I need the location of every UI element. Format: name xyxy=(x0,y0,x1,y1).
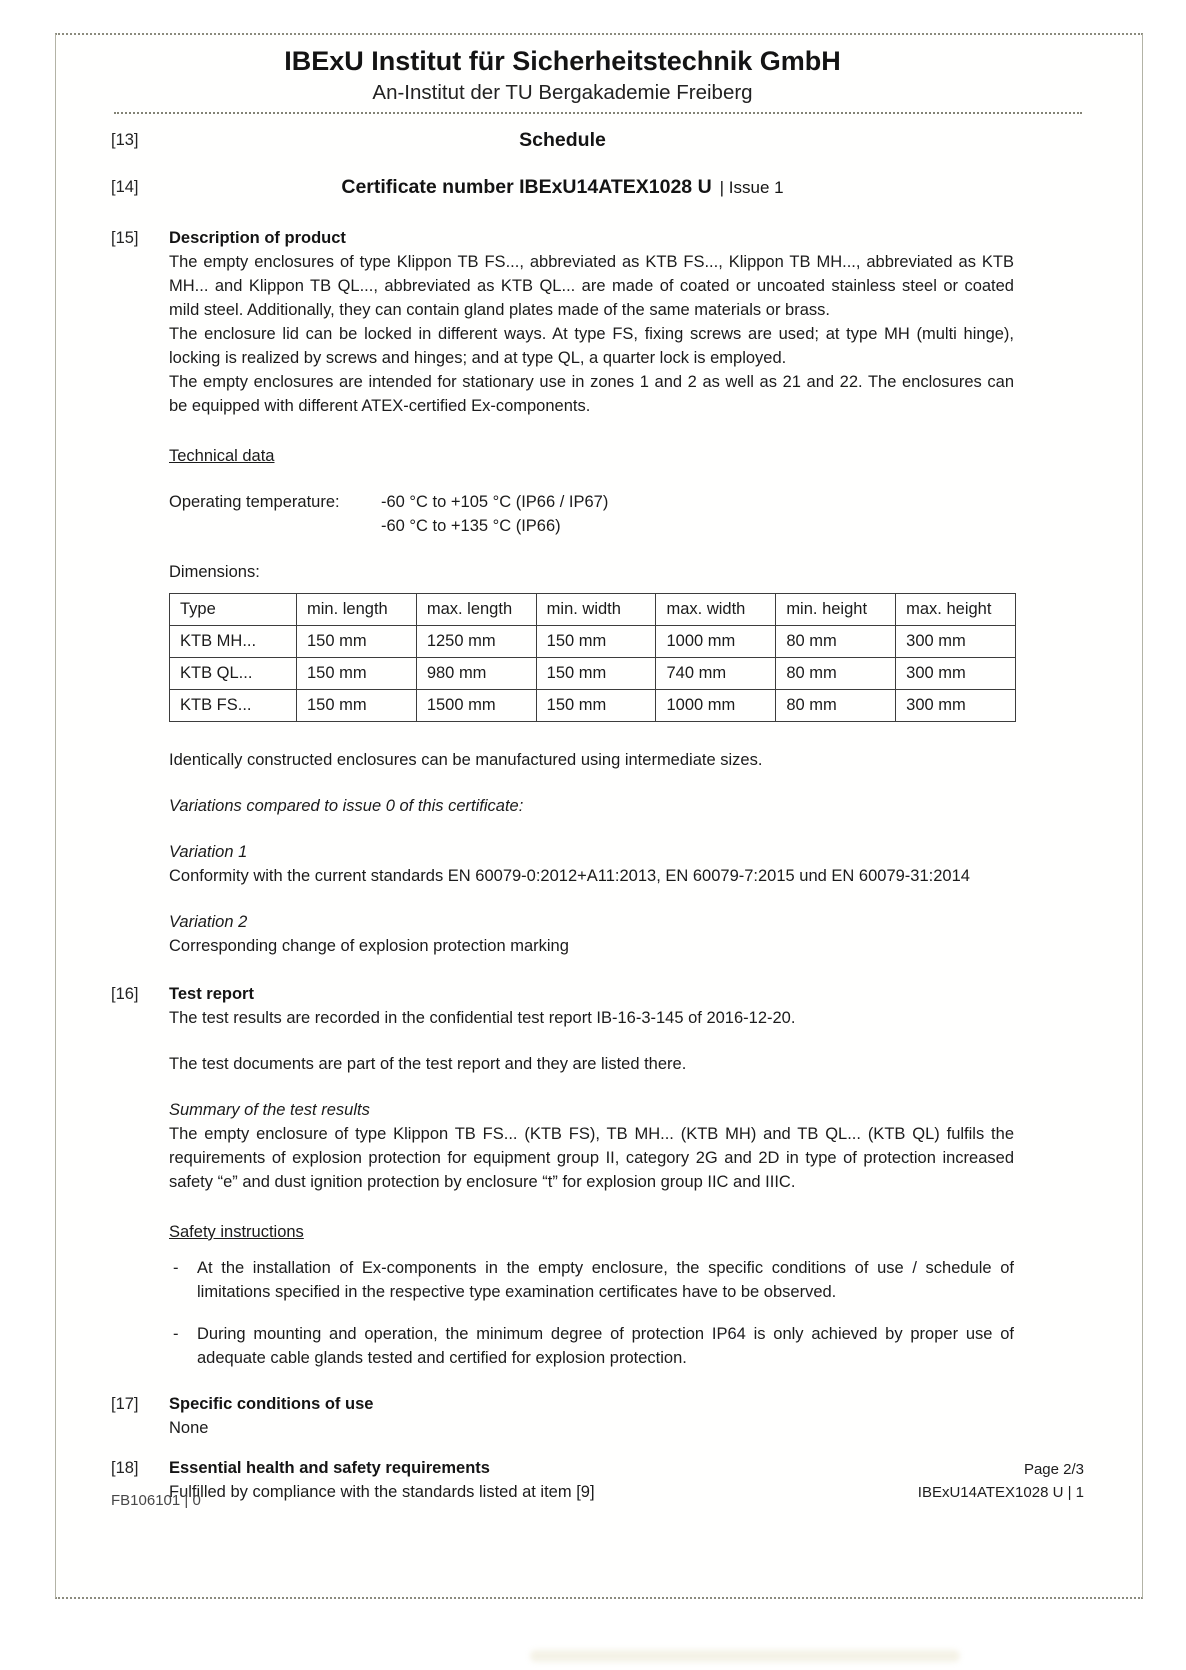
table-cell: 80 mm xyxy=(776,626,896,658)
certificate-reference: IBExU14ATEX1028 U | 1 xyxy=(917,1484,1084,1501)
test-report-heading: Test report xyxy=(169,985,254,1003)
safety-bullet-text: At the installation of Ex-components in the empty enclosure, the specific conditions of use / schedule of limitations specified in the respective type examination certificates have to be observed. xyxy=(197,1259,1014,1301)
table-cell: 1250 mm xyxy=(416,626,536,658)
table-cell: 80 mm xyxy=(776,690,896,722)
operating-temperature xyxy=(169,490,1014,538)
table-cell: 1000 mm xyxy=(656,626,776,658)
table-row xyxy=(170,690,1016,722)
specific-conditions-text: None xyxy=(169,1419,209,1437)
description-paragraph-3: The empty enclosures are intended for stationary use in zones 1 and 2 as well as 21 and 22. The enclosures can be equipped with different ATEX-certified Ex-components. xyxy=(169,373,1014,415)
institute-title: IBExU Institut für Sicherheitstechnik GmbH xyxy=(284,46,841,76)
section-description xyxy=(111,226,1014,958)
table-cell: 300 mm xyxy=(896,658,1016,690)
table-header-cell: max. length xyxy=(416,594,536,626)
variation-1-text: Conformity with the current standards EN 60079-0:2012+A11:2013, EN 60079-7:2015 und EN 60079-31:2014 xyxy=(169,867,970,885)
table-cell: 300 mm xyxy=(896,690,1016,722)
item-number: [13] xyxy=(111,131,139,149)
bullet-dash: - xyxy=(173,1259,179,1277)
technical-data-heading: Technical data xyxy=(169,447,275,465)
form-number: FB106101 | 0 xyxy=(111,1492,201,1509)
table-cell: 150 mm xyxy=(297,690,417,722)
table-cell: 1500 mm xyxy=(416,690,536,722)
scan-smudge-artifact xyxy=(530,1650,960,1662)
item-number: [14] xyxy=(111,178,139,196)
table-row xyxy=(170,626,1016,658)
intermediate-sizes-note: Identically constructed enclosures can be manufactured using intermediate sizes. xyxy=(169,751,763,769)
safety-instructions-heading: Safety instructions xyxy=(169,1223,304,1241)
table-cell: KTB MH... xyxy=(170,626,297,658)
table-cell: 980 mm xyxy=(416,658,536,690)
table-header-cell: min. height xyxy=(776,594,896,626)
table-cell: KTB QL... xyxy=(170,658,297,690)
dimensions-label: Dimensions: xyxy=(169,563,260,581)
schedule-title: Schedule xyxy=(519,129,606,151)
institute-subtitle: An-Institut der TU Bergakademie Freiberg xyxy=(372,81,753,104)
table-cell: KTB FS... xyxy=(170,690,297,722)
item-number: [18] xyxy=(111,1459,139,1477)
description-paragraph-2: The enclosure lid can be locked in different ways. At type FS, fixing screws are used; at type MH (multi hinge), locking is realized by screws and hinges; and at type QL, a quarter lock is employed. xyxy=(169,325,1014,367)
summary-text: The empty enclosure of type Klippon TB FS... (KTB FS), TB MH... (KTB MH) and TB QL... (KTB QL) fulfils the requirements of explosion protection for equipment group II, category 2G and 2D in type of protection increased safety “e” and dust ignition protection by enclosure “t” for explosion group IIC and IIIC. xyxy=(169,1125,1014,1191)
header-divider xyxy=(114,112,1082,114)
section-specific-conditions xyxy=(111,1392,1014,1440)
essential-requirements-heading: Essential health and safety requirements xyxy=(169,1459,490,1477)
operating-temperature-label: Operating temperature: xyxy=(169,493,340,511)
variation-2-label: Variation 2 xyxy=(169,913,248,931)
bullet-dash: - xyxy=(173,1325,179,1343)
table-cell: 150 mm xyxy=(297,658,417,690)
variation-1-label: Variation 1 xyxy=(169,843,248,861)
item-number: [16] xyxy=(111,985,139,1003)
test-report-paragraph-1: The test results are recorded in the confidential test report IB-16-3-145 of 2016-12-20. xyxy=(169,1009,796,1027)
certificate-issue: | Issue 1 xyxy=(719,178,784,197)
dimensions-table xyxy=(169,593,1016,722)
description-paragraph-1: The empty enclosures of type Klippon TB FS..., abbreviated as KTB FS..., Klippon TB MH..., abbreviated as KTB MH... and Klippon TB QL..., abbreviated as KTB QL... are made of coated or uncoated stainless steel or coated mild steel. Additionally, they can contain gland plates made of the same materials or brass. xyxy=(169,253,1014,319)
table-row xyxy=(170,658,1016,690)
table-header-cell: max. height xyxy=(896,594,1016,626)
variations-intro: Variations compared to issue 0 of this certificate: xyxy=(169,797,524,815)
table-header-cell: min. width xyxy=(536,594,656,626)
table-cell: 150 mm xyxy=(536,658,656,690)
safety-bullet xyxy=(169,1256,1014,1304)
description-heading: Description of product xyxy=(169,229,346,247)
certificate-number-line xyxy=(111,175,1014,200)
table-header-cell: min. length xyxy=(297,594,417,626)
document-header xyxy=(111,45,1014,107)
table-header-row xyxy=(170,594,1016,626)
table-header-cell: Type xyxy=(170,594,297,626)
certificate-page xyxy=(55,33,1143,1599)
safety-bullet-text: During mounting and operation, the minimum degree of protection IP64 is only achieved by proper use of adequate cable glands tested and certified for explosion protection. xyxy=(197,1325,1014,1367)
table-cell: 150 mm xyxy=(297,626,417,658)
summary-heading: Summary of the test results xyxy=(169,1101,370,1119)
page-indicator: Page 2/3 xyxy=(1023,1461,1084,1478)
section-test-report xyxy=(111,982,1014,1370)
item-number: [15] xyxy=(111,229,139,247)
document-content xyxy=(56,128,1142,1504)
variation-2-text: Corresponding change of explosion protection marking xyxy=(169,937,569,955)
table-cell: 300 mm xyxy=(896,626,1016,658)
certificate-number: Certificate number IBExU14ATEX1028 U xyxy=(341,176,712,198)
essential-requirements-text: Fulfilled by compliance with the standards listed at item [9] xyxy=(169,1483,595,1501)
safety-bullet xyxy=(169,1322,1014,1370)
operating-temperature-value: -60 °C to +135 °C (IP66) xyxy=(381,517,561,535)
page-footer xyxy=(918,1458,1084,1504)
table-cell: 740 mm xyxy=(656,658,776,690)
section-certificate-number xyxy=(111,175,1014,200)
table-cell: 1000 mm xyxy=(656,690,776,722)
operating-temperature-value: -60 °C to +105 °C (IP66 / IP67) xyxy=(381,493,609,511)
table-cell: 150 mm xyxy=(536,626,656,658)
table-cell: 80 mm xyxy=(776,658,896,690)
section-schedule xyxy=(111,128,1014,152)
test-report-paragraph-2: The test documents are part of the test report and they are listed there. xyxy=(169,1055,687,1073)
table-header-cell: max. width xyxy=(656,594,776,626)
item-number: [17] xyxy=(111,1395,139,1413)
specific-conditions-heading: Specific conditions of use xyxy=(169,1395,374,1413)
section-essential-requirements xyxy=(111,1456,1014,1504)
table-cell: 150 mm xyxy=(536,690,656,722)
